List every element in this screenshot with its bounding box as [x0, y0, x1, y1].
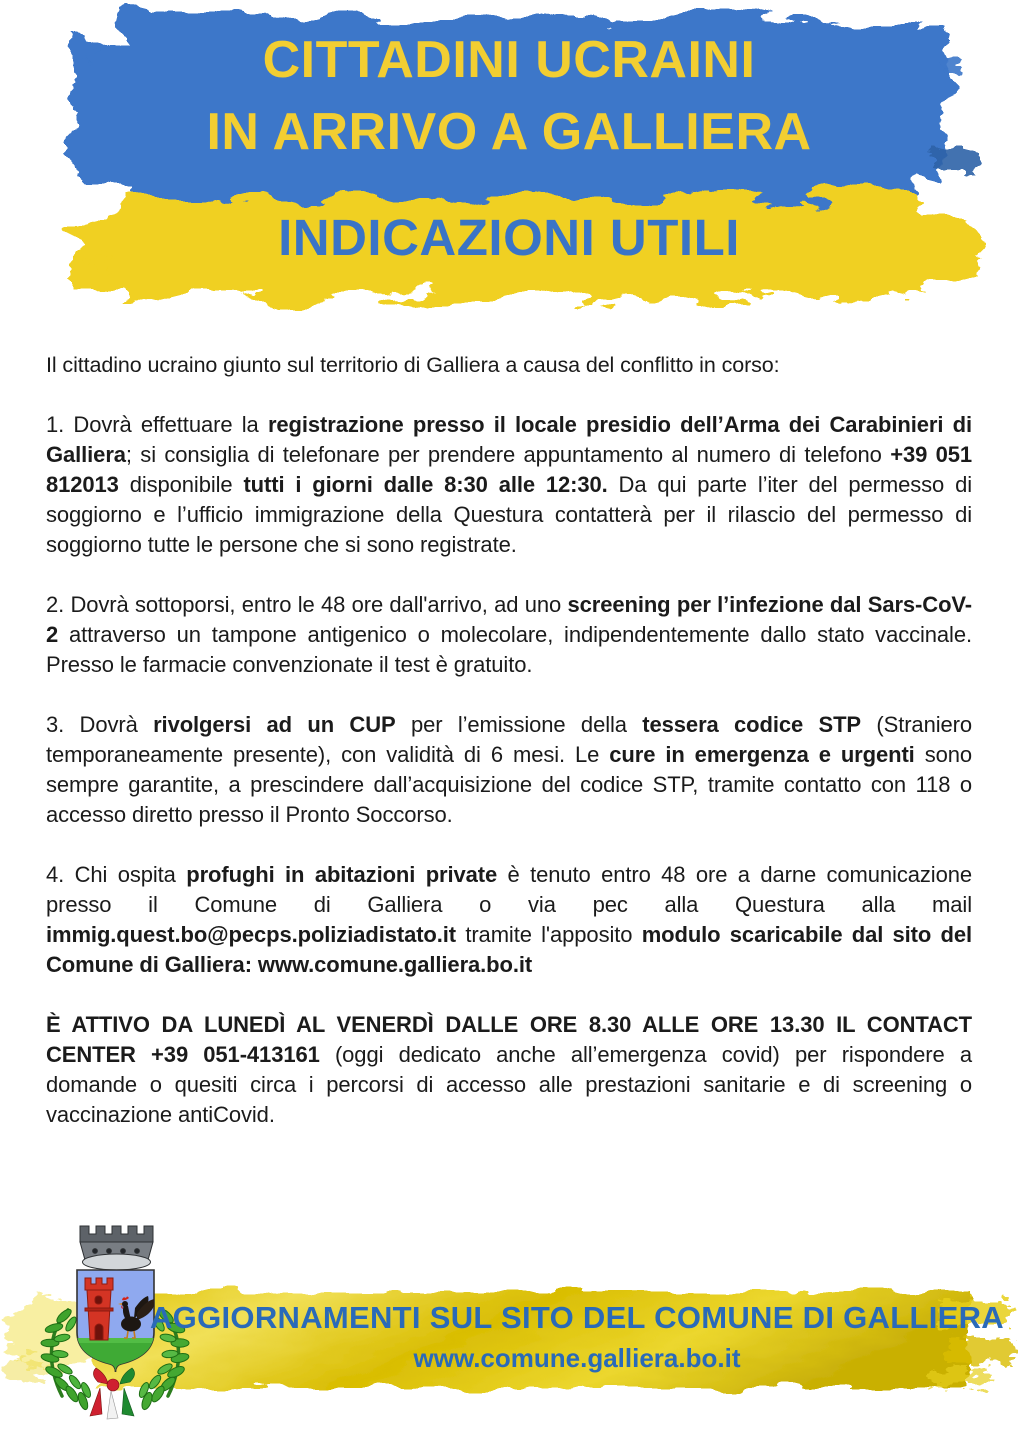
text-run-bold: rivolgersi ad un CUP: [153, 712, 396, 737]
text-run: (Straniero temporaneamente presente), con validità di 6 mesi. Le: [46, 712, 972, 767]
text-run-bold: tutti i giorni dalle 8:30 alle 12:30.: [243, 472, 608, 497]
text-run-bold: registrazione presso il locale presidio dell’Arma dei Carabinieri di Galliera: [46, 412, 972, 467]
text-run-bold: profughi in abitazioni private: [186, 862, 498, 887]
text-run-bold: tessera codice STP: [642, 712, 862, 737]
footer-website-url: www.comune.galliera.bo.it: [413, 1343, 741, 1373]
mural-crown-icon: [80, 1226, 153, 1270]
text-run: Il cittadino ucraino giunto sul territorio di Galliera a causa del conflitto in corso:: [46, 353, 780, 377]
footer-banner-text: [150, 1300, 1004, 1374]
text-run-bold: screening per l’infezione dal Sars-CoV-2: [46, 592, 972, 647]
email-address: immig.quest.bo@pecps.poliziadistato.it: [46, 922, 457, 947]
text-run: 3. Dovrà: [46, 712, 154, 737]
text-run-bold: cure in emergenza e urgenti: [609, 742, 915, 767]
text-run: per l’emissione della: [395, 712, 643, 737]
text-run: ; si consiglia di telefonare per prendere appuntamento al numero di telefono: [125, 442, 891, 467]
notice-body: [46, 350, 972, 1160]
text-run-bold: modulo scaricabile dal sito del Comune di Galliera: www.comune.galliera.bo.it: [46, 922, 972, 977]
text-run: 2. Dovrà sottoporsi, entro le 48 ore dall'arrivo, ad uno: [46, 592, 568, 617]
text-run: attraverso un tampone antigenico o molecolare, indipendentemente dallo stato vaccinale. Presso le farmacie convenzionate il test è gratuito.: [46, 622, 972, 677]
text-run: è tenuto entro 48 ore a darne comunicazione presso il Comune di Galliera o via pec alla Questura alla mail: [46, 862, 972, 917]
paragraph-1-registration: [46, 410, 972, 560]
paragraph-4-hosting: [46, 860, 972, 980]
paragraph-2-screening: [46, 590, 972, 680]
intro-paragraph: [46, 350, 972, 380]
text-run: Da qui parte l’iter del permesso di soggiorno e l’ufficio immigrazione della Questura contatterà per il rilascio del permesso di soggiorno tutte le persone che si sono registrate.: [46, 472, 972, 557]
text-run: tramite l'apposito: [456, 922, 642, 947]
text-run: sono sempre garantite, a prescindere dall’acquisizione del codice STP, tramite contatto con 118 o accesso diretto presso il Pronto Soccorso.: [46, 742, 972, 827]
paragraph-3-cup-stp: [46, 710, 972, 830]
paragraph-5-contact-center: [46, 1010, 972, 1130]
ukraine-flag-header: [0, 0, 1018, 330]
text-run-bold: È ATTIVO DA LUNEDÌ AL VENERDÌ DALLE ORE 8.30 ALLE ORE 13.30 IL CONTACT CENTER +39 051-413161: [46, 1012, 972, 1067]
footer-banner-line1: AGGIORNAMENTI SUL SITO DEL COMUNE DI GALLIERA: [150, 1300, 1004, 1335]
text-run: disponibile: [118, 472, 244, 497]
shield: [77, 1270, 155, 1374]
page-title-line1: CITTADINI UCRAINI: [262, 31, 756, 89]
phone-number: +39 051 812013: [46, 442, 973, 497]
tower-icon: [85, 1278, 113, 1340]
page-subtitle: INDICAZIONI UTILI: [278, 209, 740, 266]
text-run: (oggi dedicato anche all’emergenza covid) per rispondere a domande o quesiti circa i percorsi di accesso alle prestazioni sanitarie e di screening o vaccinazione antiCovid.: [46, 1042, 972, 1127]
page-title-line2: IN ARRIVO A GALLIERA: [206, 103, 812, 161]
text-run: 4. Chi ospita: [46, 862, 187, 887]
text-run: 1. Dovrà effettuare la: [46, 412, 268, 437]
tricolor-ribbon-icon: [90, 1368, 135, 1419]
